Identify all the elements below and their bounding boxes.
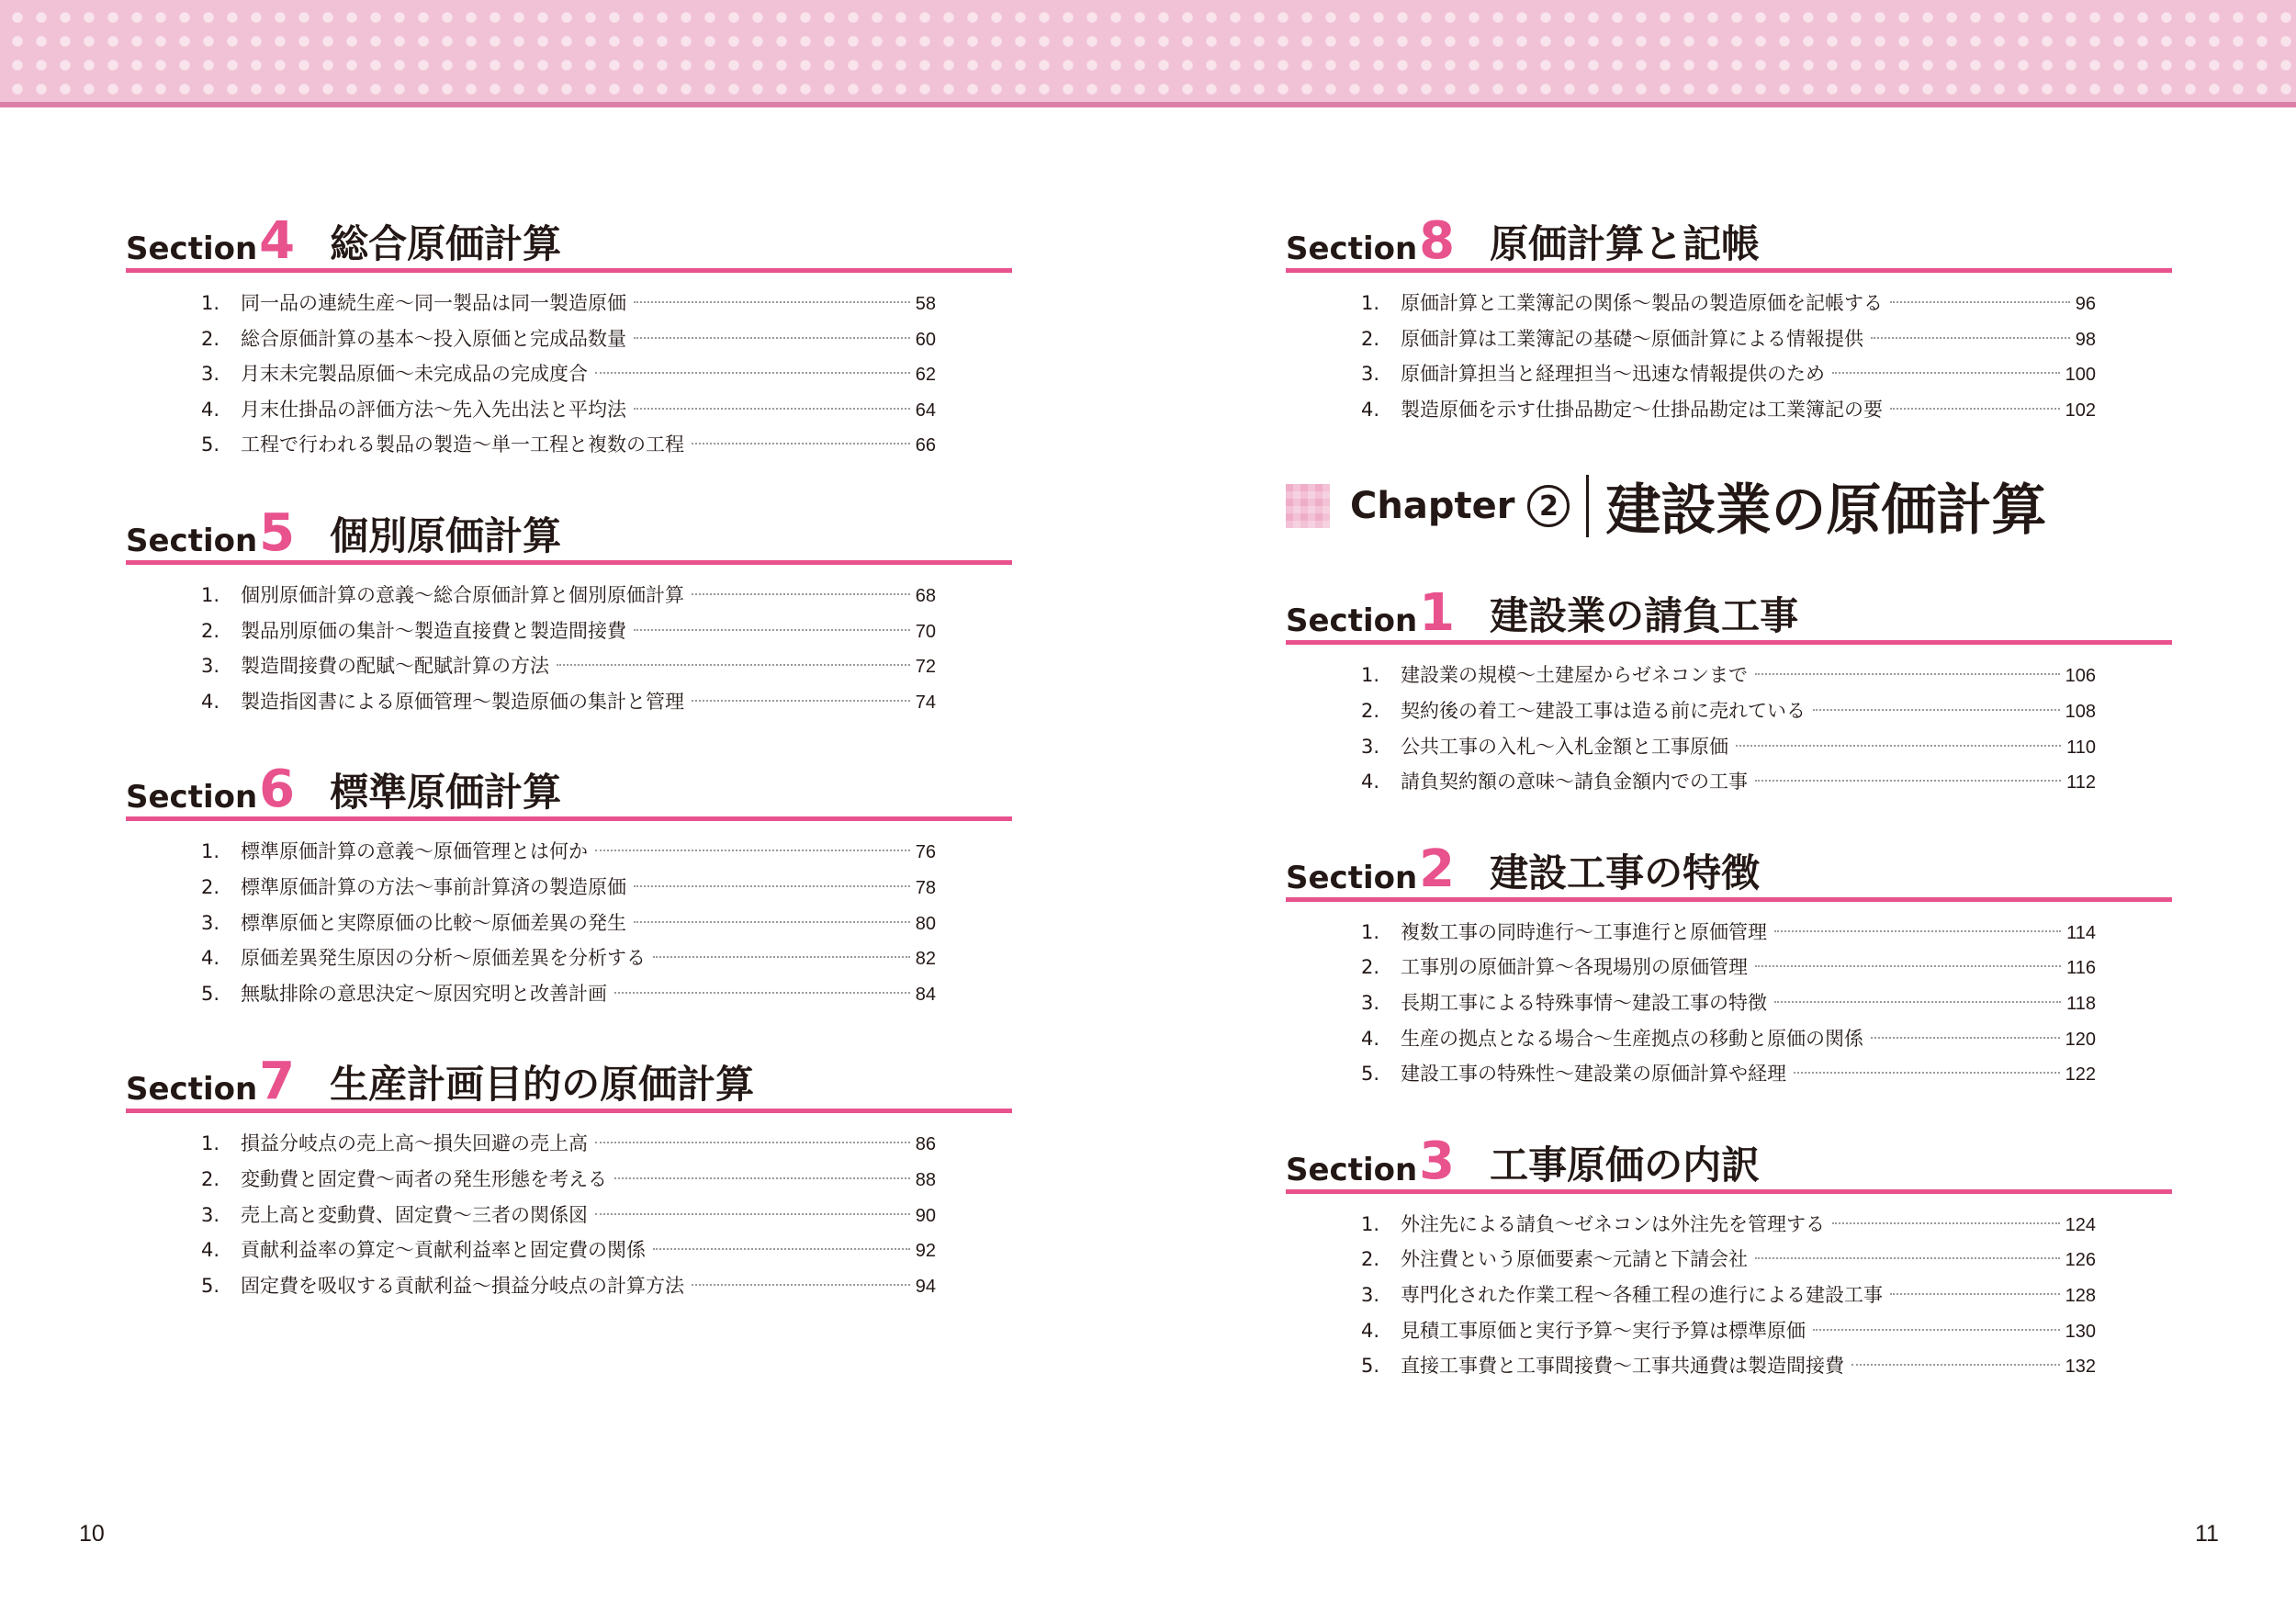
entry-page-number: 96 — [2075, 294, 2096, 314]
entry-number: 4. — [201, 690, 220, 713]
entry-page-number: 114 — [2066, 922, 2096, 943]
entry-title: 建設業の規模～土建屋からゼネコンまで — [1401, 664, 1748, 687]
toc-entry[interactable] — [1361, 321, 2096, 357]
entry-number: 3. — [201, 363, 220, 386]
entry-number: 5. — [1361, 1355, 1380, 1378]
toc-entry[interactable] — [201, 1233, 936, 1268]
page-number-left: 10 — [79, 1521, 105, 1547]
entry-number: 1. — [1361, 1212, 1380, 1235]
dotted-leader — [1755, 673, 2060, 675]
entry-number: 1. — [201, 583, 220, 606]
entry-page-number: 132 — [2065, 1356, 2096, 1378]
toc-entry-list — [126, 578, 1012, 719]
toc-entry[interactable] — [1361, 915, 2096, 951]
section-label: Section — [126, 522, 258, 559]
section-title: 総合原価計算 — [330, 220, 562, 266]
entry-title: 見積工事原価と実行予算～実行予算は標準原価 — [1401, 1319, 1806, 1342]
dotted-leader — [614, 1177, 910, 1179]
section-number: 4 — [259, 210, 296, 271]
dotted-leader — [1755, 1257, 2060, 1259]
entry-title: 製造原価を示す仕掛品勘定～仕掛品勘定は工業簿記の要 — [1401, 398, 1883, 421]
entry-page-number: 102 — [2065, 400, 2096, 421]
entry-number: 3. — [201, 1203, 220, 1226]
toc-entry[interactable] — [1361, 1313, 2096, 1349]
entry-page-number: 90 — [915, 1205, 936, 1226]
entry-title: 原価計算と工業簿記の関係～製品の製造原価を記帳する — [1401, 292, 1883, 314]
dotted-leader — [595, 850, 910, 851]
toc-entry[interactable] — [1361, 1021, 2096, 1057]
right-page-column — [1286, 208, 2172, 1421]
entry-title: 月末仕掛品の評価方法～先入先出法と平均法 — [241, 398, 626, 421]
entry-page-number: 68 — [915, 585, 936, 606]
entry-title: 月末未完製品原価～未完成品の完成度合 — [241, 363, 588, 386]
dotted-leader — [1774, 1001, 2061, 1003]
dotted-leader — [1794, 1072, 2060, 1074]
entry-number: 4. — [1361, 1027, 1380, 1050]
entry-number: 4. — [201, 1239, 220, 1262]
toc-entry[interactable] — [201, 427, 936, 463]
entry-page-number: 116 — [2066, 958, 2096, 979]
entry-page-number: 82 — [915, 949, 936, 970]
toc-entry[interactable] — [1361, 693, 2096, 729]
section-title: 建設工事の特徴 — [1490, 850, 1761, 895]
chapter-number: 2 — [1527, 485, 1570, 527]
toc-section — [1286, 1129, 2172, 1384]
dotted-leader — [595, 1142, 910, 1143]
section-title: 原価計算と記帳 — [1490, 220, 1761, 266]
entry-number: 2. — [1361, 1248, 1380, 1271]
entry-title: 標準原価計算の意義～原価管理とは何か — [241, 840, 588, 863]
toc-entry[interactable] — [201, 1126, 936, 1162]
section-number: 8 — [1419, 210, 1456, 271]
dotted-leader — [614, 992, 910, 994]
entry-title: 原価計算は工業簿記の基礎～原価計算による情報提供 — [1401, 327, 1863, 350]
dotted-leader — [692, 443, 910, 445]
toc-section — [126, 1048, 1012, 1303]
dotted-leader — [595, 1213, 910, 1215]
entry-page-number: 106 — [2065, 666, 2096, 687]
toc-entry[interactable] — [1361, 658, 2096, 693]
dotted-leader — [595, 372, 910, 374]
toc-entry-list — [1286, 658, 2172, 799]
page-number-right: 11 — [2195, 1521, 2219, 1547]
entry-title: 個別原価計算の意義～総合原価計算と個別原価計算 — [241, 583, 684, 606]
entry-number: 3. — [1361, 363, 1380, 386]
entry-number: 2. — [1361, 699, 1380, 722]
entry-title: 外注費という原価要素～元請と下請会社 — [1401, 1248, 1748, 1271]
entry-number: 3. — [1361, 735, 1380, 758]
dotted-leader — [1851, 1364, 2060, 1366]
toc-entry[interactable] — [1361, 392, 2096, 428]
entry-page-number: 100 — [2065, 365, 2096, 386]
entry-number: 2. — [1361, 327, 1380, 350]
toc-entry[interactable] — [1361, 1348, 2096, 1384]
chapter-label: Chapter — [1350, 485, 1515, 528]
toc-entry[interactable] — [201, 356, 936, 392]
entry-number: 4. — [1361, 1319, 1380, 1342]
entry-title: 変動費と固定費～両者の発生形態を考える — [241, 1167, 607, 1190]
entry-page-number: 88 — [915, 1169, 936, 1190]
entry-page-number: 58 — [915, 294, 936, 314]
section-label: Section — [126, 231, 258, 267]
toc-entry[interactable] — [1361, 764, 2096, 800]
entry-title: 生産の拠点となる場合～生産拠点の移動と原価の関係 — [1401, 1027, 1863, 1050]
toc-entry[interactable] — [1361, 1056, 2096, 1092]
section-heading — [126, 208, 1012, 273]
entry-page-number: 66 — [915, 435, 936, 456]
toc-entry[interactable] — [1361, 1278, 2096, 1313]
entry-title: 外注先による請負～ゼネコンは外注先を管理する — [1401, 1212, 1825, 1235]
chapter-title: 建設業の原価計算 — [1605, 478, 2047, 544]
section-heading — [1286, 1129, 2172, 1194]
entry-page-number: 86 — [915, 1134, 936, 1155]
entry-number: 4. — [1361, 771, 1380, 794]
section-title: 生産計画目的の原価計算 — [330, 1062, 755, 1108]
entry-page-number: 128 — [2065, 1285, 2096, 1306]
chapter-heading — [1286, 460, 2172, 552]
entry-title: 総合原価計算の基本～投入原価と完成品数量 — [241, 327, 626, 350]
entry-title: 複数工事の同時進行～工事進行と原価管理 — [1401, 920, 1767, 943]
section-label: Section — [126, 1071, 258, 1109]
entry-page-number: 120 — [2065, 1029, 2096, 1050]
toc-entry[interactable] — [201, 870, 936, 906]
toc-entry-list — [1286, 1207, 2172, 1384]
section-number: 1 — [1419, 582, 1456, 643]
entry-page-number: 78 — [915, 877, 936, 898]
entry-number: 1. — [1361, 292, 1380, 314]
entry-title: 契約後の着工～建設工事は造る前に売れている — [1401, 699, 1806, 722]
entry-title: 直接工事費と工事間接費～工事共通費は製造間接費 — [1401, 1355, 1844, 1378]
toc-entry[interactable] — [201, 834, 936, 870]
dotted-leader — [634, 301, 910, 303]
entry-number: 2. — [201, 619, 220, 642]
toc-entry-list — [1286, 286, 2172, 427]
entry-title: 原価差異発生原因の分析～原価差異を分析する — [241, 947, 646, 970]
entry-page-number: 74 — [915, 692, 936, 713]
entry-number: 2. — [201, 327, 220, 350]
entry-title: 製造間接費の配賦～配賦計算の方法 — [241, 655, 549, 678]
entry-number: 1. — [1361, 920, 1380, 943]
section-heading — [126, 756, 1012, 821]
section-title: 個別原価計算 — [330, 512, 562, 558]
entry-page-number: 60 — [915, 329, 936, 350]
dotted-leader — [1755, 780, 2061, 782]
section-number: 5 — [259, 502, 296, 563]
dotted-leader — [1890, 408, 2060, 410]
toc-entry[interactable] — [201, 1268, 936, 1304]
entry-title: 貢献利益率の算定～貢献利益率と固定費の関係 — [241, 1239, 646, 1262]
entry-page-number: 124 — [2065, 1214, 2096, 1235]
dotted-leader — [634, 337, 910, 339]
toc-entry[interactable] — [201, 684, 936, 720]
dotted-leader — [557, 664, 910, 666]
entry-page-number: 130 — [2065, 1321, 2096, 1342]
dotted-leader — [1755, 965, 2061, 967]
entry-number: 3. — [201, 911, 220, 934]
section-label: Section — [1286, 602, 1418, 640]
dotted-leader — [1813, 709, 2060, 711]
section-heading — [1286, 208, 2172, 273]
chapter-separator — [1586, 475, 1589, 537]
dotted-leader — [634, 921, 910, 923]
dotted-leader — [1813, 1329, 2060, 1331]
dotted-leader — [653, 956, 910, 958]
section-heading — [1286, 580, 2172, 645]
toc-entry[interactable] — [1361, 950, 2096, 985]
dotted-leader — [1774, 930, 2061, 932]
section-heading — [126, 1048, 1012, 1113]
toc-entry[interactable] — [201, 940, 936, 976]
dotted-leader — [1832, 1222, 2060, 1224]
toc-section — [126, 500, 1012, 719]
toc-section — [126, 208, 1012, 463]
entry-title: 工程で行われる製品の製造～単一工程と複数の工程 — [241, 433, 684, 456]
dotted-leader — [1871, 1037, 2060, 1039]
toc-section — [126, 756, 1012, 1011]
entry-number: 4. — [1361, 398, 1380, 421]
entry-number: 5. — [201, 433, 220, 456]
entry-number: 2. — [201, 875, 220, 898]
dotted-leader — [634, 408, 910, 410]
entry-title: 無駄排除の意思決定～原因究明と改善計画 — [241, 982, 607, 1005]
entry-title: 固定費を吸収する貢献利益～損益分岐点の計算方法 — [241, 1274, 684, 1297]
entry-page-number: 118 — [2066, 993, 2096, 1014]
entry-number: 4. — [201, 398, 220, 421]
entry-page-number: 98 — [2075, 329, 2096, 350]
entry-number: 2. — [1361, 956, 1380, 979]
section-title: 工事原価の内訳 — [1490, 1142, 1761, 1188]
entry-page-number: 110 — [2066, 737, 2096, 758]
chapter-square-icon — [1286, 484, 1330, 528]
dotted-leader — [634, 629, 910, 631]
toc-entry[interactable] — [201, 1198, 936, 1233]
entry-page-number: 70 — [915, 621, 936, 642]
toc-entry[interactable] — [201, 392, 936, 428]
toc-entry[interactable] — [201, 286, 936, 321]
entry-page-number: 62 — [915, 365, 936, 386]
entry-title: 請負契約額の意味～請負金額内での工事 — [1401, 771, 1748, 794]
entry-number: 3. — [1361, 991, 1380, 1014]
entry-number: 4. — [201, 947, 220, 970]
section-number: 2 — [1419, 839, 1456, 900]
entry-title: 損益分岐点の売上高～損失回避の売上高 — [241, 1132, 588, 1155]
section-heading — [1286, 837, 2172, 902]
entry-page-number: 108 — [2065, 701, 2096, 722]
toc-entry[interactable] — [201, 976, 936, 1012]
toc-entry[interactable] — [201, 648, 936, 684]
section-title: 標準原価計算 — [330, 770, 562, 816]
dotted-leader — [1890, 1293, 2060, 1295]
entry-number: 1. — [201, 292, 220, 314]
toc-section — [1286, 208, 2172, 427]
entry-title: 製品別原価の集計～製造直接費と製造間接費 — [241, 619, 626, 642]
left-page-column — [126, 208, 1012, 1340]
entry-page-number: 112 — [2066, 772, 2096, 794]
toc-section — [1286, 837, 2172, 1092]
section-label: Section — [1286, 1151, 1418, 1188]
toc-entry[interactable] — [201, 578, 936, 614]
section-number: 6 — [259, 759, 296, 819]
entry-page-number: 126 — [2065, 1250, 2096, 1271]
toc-entry-list — [126, 834, 1012, 1011]
entry-page-number: 72 — [915, 657, 936, 678]
toc-entry[interactable] — [1361, 1242, 2096, 1278]
entry-number: 1. — [201, 840, 220, 863]
entry-page-number: 76 — [915, 842, 936, 863]
dotted-leader — [1736, 745, 2061, 747]
toc-entry[interactable] — [201, 1162, 936, 1198]
section-title: 建設業の請負工事 — [1490, 593, 1799, 639]
entry-title: 標準原価計算の方法～事前計算済の製造原価 — [241, 875, 626, 898]
dotted-leader — [653, 1248, 910, 1250]
toc-entry[interactable] — [1361, 729, 2096, 765]
toc-entry[interactable] — [201, 906, 936, 941]
entry-title: 原価計算担当と経理担当～迅速な情報提供のため — [1401, 363, 1825, 386]
entry-title: 公共工事の入札～入札金額と工事原価 — [1401, 735, 1728, 758]
entry-title: 標準原価と実際原価の比較～原価差異の発生 — [241, 911, 626, 934]
dotted-leader — [692, 593, 910, 595]
section-label: Section — [126, 779, 258, 816]
entry-number: 1. — [1361, 664, 1380, 687]
entry-number: 2. — [201, 1167, 220, 1190]
dotted-leader — [692, 1284, 910, 1286]
entry-title: 工事別の原価計算～各現場別の原価管理 — [1401, 956, 1748, 979]
toc-entry-list — [126, 286, 1012, 463]
entry-page-number: 94 — [915, 1276, 936, 1297]
entry-number: 5. — [1361, 1063, 1380, 1086]
entry-title: 製造指図書による原価管理～製造原価の集計と管理 — [241, 690, 684, 713]
toc-section — [1286, 580, 2172, 799]
entry-title: 売上高と変動費、固定費～三者の関係図 — [241, 1203, 588, 1226]
toc-entry[interactable] — [201, 321, 936, 357]
dotted-leader — [692, 700, 910, 702]
toc-entry[interactable] — [1361, 985, 2096, 1021]
entry-number: 3. — [1361, 1283, 1380, 1306]
section-heading — [126, 500, 1012, 565]
entry-title: 建設工事の特殊性～建設業の原価計算や経理 — [1401, 1063, 1786, 1086]
toc-entry[interactable] — [201, 614, 936, 649]
toc-entry-list — [1286, 915, 2172, 1092]
entry-number: 5. — [201, 1274, 220, 1297]
dotted-leader — [634, 885, 910, 887]
entry-page-number: 92 — [915, 1241, 936, 1262]
dotted-leader — [1871, 337, 2070, 339]
header-pattern-banner — [0, 0, 2296, 107]
toc-entry-list — [126, 1126, 1012, 1303]
entry-page-number: 64 — [915, 400, 936, 421]
dotted-leader — [1890, 301, 2070, 303]
entry-page-number: 80 — [915, 913, 936, 934]
entry-number: 3. — [201, 655, 220, 678]
dotted-leader — [1832, 372, 2060, 374]
toc-entry[interactable] — [1361, 286, 2096, 321]
entry-number: 1. — [201, 1132, 220, 1155]
entry-page-number: 84 — [915, 984, 936, 1005]
section-number: 3 — [1419, 1131, 1456, 1192]
entry-title: 同一品の連続生産～同一製品は同一製造原価 — [241, 292, 626, 314]
entry-title: 専門化された作業工程～各種工程の進行による建設工事 — [1401, 1283, 1883, 1306]
entry-number: 5. — [201, 982, 220, 1005]
entry-title: 長期工事による特殊事情～建設工事の特徴 — [1401, 991, 1767, 1014]
toc-entry[interactable] — [1361, 356, 2096, 392]
section-number: 7 — [259, 1051, 296, 1111]
section-label: Section — [1286, 231, 1418, 267]
toc-entry[interactable] — [1361, 1207, 2096, 1243]
section-label: Section — [1286, 859, 1418, 896]
entry-page-number: 122 — [2065, 1064, 2096, 1086]
